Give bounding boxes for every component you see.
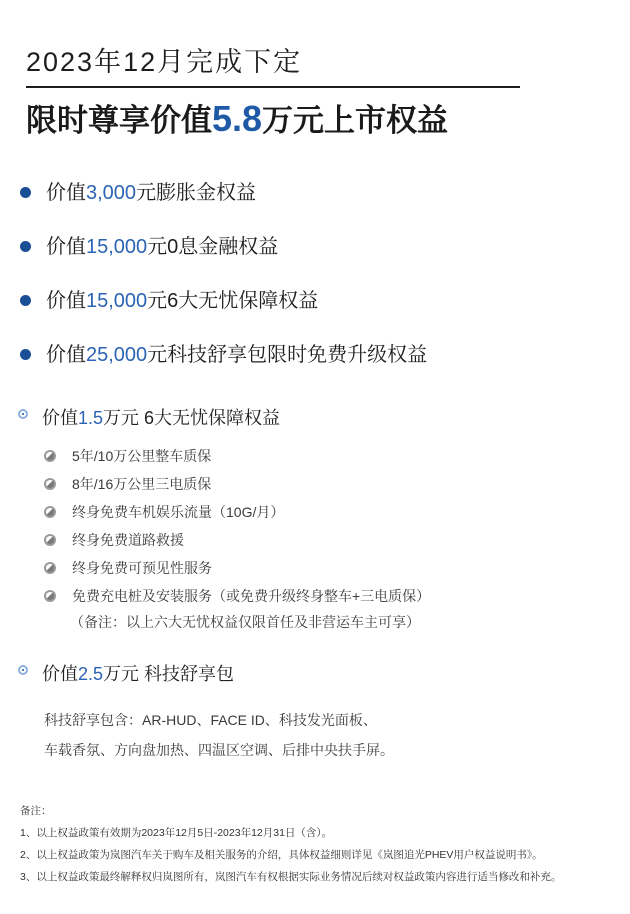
- benefit-suffix: 元科技舒享包限时免费升级权益: [147, 344, 428, 366]
- worry-free-note: （备注：以上六大无忧权益仅限首任及非营运车主可享）: [70, 614, 420, 630]
- ring-bullet-icon: [18, 665, 28, 675]
- check-circle-icon: [44, 478, 56, 490]
- title-divider: [26, 86, 520, 88]
- worry-free-item: 终身免费可预见性服务: [72, 560, 212, 576]
- tech-desc-line: 科技舒享包含：AR-HUD、FACE ID、科技发光面板、: [44, 712, 377, 728]
- list-item: [44, 558, 604, 586]
- benefit-amount: 25,000: [86, 344, 148, 366]
- list-item: [20, 232, 620, 286]
- benefit-amount: 3,000: [86, 182, 137, 204]
- worry-free-list: [44, 446, 604, 614]
- ring-bullet-icon: [18, 409, 28, 419]
- footnotes: [20, 800, 620, 888]
- bullet-dot-icon: [20, 349, 31, 360]
- bullet-dot-icon: [20, 187, 31, 198]
- tech-desc-line: 车载香氛、方向盘加热、四温区空调、后排中央扶手屏。: [44, 742, 394, 758]
- worry-free-item: 5年/10万公里整车质保: [72, 448, 212, 464]
- benefit-suffix: 元6大无忧保障权益: [147, 290, 319, 312]
- worry-free-item: 8年/16万公里三电质保: [72, 476, 212, 492]
- check-circle-icon: [44, 506, 56, 518]
- benefit-prefix: 价值: [46, 182, 86, 204]
- benefit-amount: 15,000: [86, 290, 148, 312]
- benefit-prefix: 价值: [46, 290, 86, 312]
- list-item: [44, 502, 604, 530]
- list-item: [20, 340, 620, 394]
- headline-amount: 5.8: [212, 98, 263, 139]
- worry-free-item: 终身免费车机娱乐流量（10G/月）: [72, 504, 285, 520]
- check-circle-icon: [44, 534, 56, 546]
- tech-package-description: [44, 705, 394, 765]
- page-title: 2023年12月完成下定: [26, 47, 303, 77]
- benefit-amount: 15,000: [86, 236, 148, 258]
- section-amount: 2.5: [78, 664, 104, 684]
- list-item: [20, 178, 620, 232]
- list-item: [20, 286, 620, 340]
- check-circle-icon: [44, 450, 56, 462]
- list-item: [44, 446, 604, 474]
- bullet-dot-icon: [20, 295, 31, 306]
- list-item: [44, 586, 604, 614]
- worry-free-item: 终身免费道路救援: [72, 532, 184, 548]
- list-item: [44, 530, 604, 558]
- benefit-suffix: 元0息金融权益: [147, 236, 279, 258]
- headline-prefix: 限时尊享价值: [26, 103, 212, 138]
- bullet-dot-icon: [20, 241, 31, 252]
- footnote-line: 1、以上权益政策有效期为2023年12月5日-2023年12月31日（含）。: [20, 827, 333, 839]
- footnotes-heading: 备注：: [20, 805, 52, 817]
- check-circle-icon: [44, 562, 56, 574]
- section-prefix: 价值: [42, 664, 78, 684]
- main-benefits-list: [20, 178, 620, 394]
- benefit-suffix: 元膨胀金权益: [136, 182, 257, 204]
- worry-free-item: 免费充电桩及安装服务（或免费升级终身整车+三电质保）: [72, 588, 431, 604]
- headline: [26, 95, 448, 140]
- section-suffix: 万元 科技舒享包: [103, 664, 235, 684]
- section-amount: 1.5: [78, 408, 104, 428]
- footnote-line: 2、以上权益政策为岚图汽车关于购车及相关服务的介绍，具体权益细则详见《岚图追光PHEV用户权益说明书》。: [20, 849, 543, 861]
- benefit-prefix: 价值: [46, 344, 86, 366]
- list-item: [44, 474, 604, 502]
- section-prefix: 价值: [42, 408, 78, 428]
- check-circle-icon: [44, 590, 56, 602]
- benefit-prefix: 价值: [46, 236, 86, 258]
- section-suffix: 万元 6大无忧保障权益: [103, 408, 281, 428]
- headline-suffix: 万元上市权益: [262, 103, 449, 138]
- footnote-line: 3、以上权益政策最终解释权归岚图所有，岚图汽车有权根据实际业务情况后续对权益政策内容进行适当修改和补充。: [20, 871, 562, 883]
